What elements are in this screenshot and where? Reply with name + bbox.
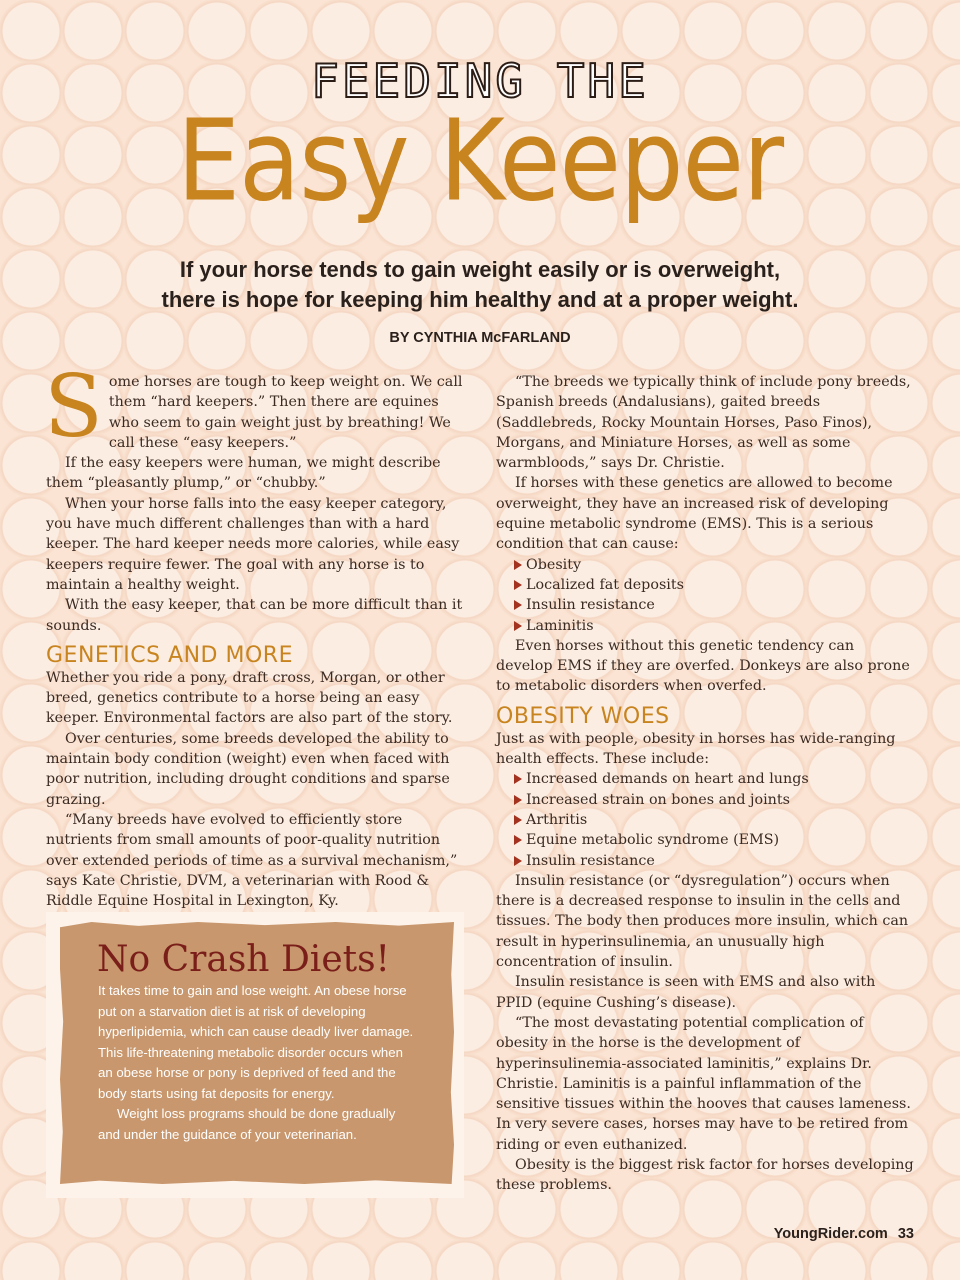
paragraph: Insulin resistance is seen with EMS and also with PPID (equine Cushing’s disease). — [496, 974, 876, 1011]
section-heading-obesity: OBESITY WOES — [496, 703, 670, 729]
paragraph: Just as with people, obesity in horses has wide-ranging health effects. These include: — [496, 730, 896, 768]
paragraph: Even horses without this genetic tendency can develop EMS if they are overfed. Donkeys are also prone to metabolic disorders when overfed. — [496, 637, 910, 695]
bullet-list-ems — [496, 555, 914, 636]
paragraph: When your horse falls into the easy keeper category, you have much different challenges than with a hard keeper. The hard keeper needs more calories, while easy keepers require fewer. The goal with any horse is to maintain a healthy weight. — [46, 495, 460, 593]
page-footer — [774, 1226, 914, 1242]
paragraph: “The most devastating potential complication of obesity in the horse is the development of hyperinsulinemia-associated laminitis,” explains Dr. Christie. Laminitis is a painful inflammation of the sensitive tissues within the hooves that causes lameness. In very severe cases, horses may have to be retired from riding or even euthanized. — [496, 1014, 911, 1153]
deck-line-2: there is hope for keeping him healthy and at a proper weight. — [161, 287, 799, 312]
sidebar-paragraph: Weight loss programs should be done gradually and under the guidance of your veterinarian. — [98, 1106, 396, 1142]
paragraph: “The breeds we typically think of include pony breeds, Spanish breeds (Andalusians), gaited breeds (Saddlebreds, Rocky Mountain Horses, Paso Finos), Morgans, and Miniature Horses, as well as some warmbloods,” says Dr. Christie. — [496, 374, 911, 472]
lead-paragraph: ome horses are tough to keep weight on. We call them “hard keepers.” Then there are equines who seem to gain weight just by breathing! We call these “easy keepers.” — [108, 374, 463, 451]
list-item: Equine metabolic syndrome (EMS) — [512, 830, 914, 850]
sidebar-body — [98, 981, 420, 1145]
paragraph: “Many breeds have evolved to efficiently store nutrients from small amounts of poor-quality nutrition over extended periods of time as a survival mechanism,” says Kate Christie, DVM, a veterinarian with Rood & Riddle Equine Hospital in Lexington, Ky. — [46, 811, 458, 910]
paragraph: Obesity is the biggest risk factor for horses developing these problems. — [496, 1156, 914, 1194]
title-kicker: FEEDING THE — [311, 54, 649, 108]
paragraph: If horses with these genetics are allowed to become overweight, they have an increased risk of developing equine metabolic syndrome (EMS). This is a serious condition that can cause: — [496, 475, 893, 553]
list-item: Insulin resistance — [512, 851, 914, 871]
site-name: YoungRider.com — [773, 1226, 888, 1242]
list-item: Increased strain on bones and joints — [512, 790, 914, 810]
list-item: Insulin resistance — [512, 595, 914, 615]
paragraph: With the easy keeper, that can be more difficult than it sounds. — [46, 597, 463, 634]
deck — [80, 255, 880, 315]
sidebar-title: No Crash Diets! — [97, 939, 391, 980]
paragraph: Over centuries, some breeds developed the ability to maintain body condition (weight) even when faced with poor nutrition, including drought conditions and sparse grazing. — [46, 730, 450, 808]
paragraph: If the easy keepers were human, we might describe them “pleasantly plump,” or “chubby.” — [46, 455, 441, 492]
deck-line-1: If your horse tends to gain weight easily or is overweight, — [179, 257, 781, 282]
list-item: Obesity — [512, 555, 914, 575]
section-heading-genetics: GENETICS AND MORE — [46, 642, 293, 668]
byline: BY CYNTHIA McFARLAND — [389, 330, 571, 346]
page-title: Easy Keeper — [176, 95, 784, 227]
bullet-list-effects — [496, 769, 914, 870]
list-item: Increased demands on heart and lungs — [512, 769, 914, 789]
list-item: Laminitis — [512, 616, 914, 636]
list-item: Arthritis — [512, 810, 914, 830]
sidebar-paragraph: It takes time to gain and lose weight. An obese horse put on a starvation diet is at risk of developing hyperlipidemia, which can cause deadly liver damage. This life-threatening metabolic disorder occurs when an obese horse or pony is deprived of feed and the body starts using fat deposits for energy. — [98, 983, 414, 1101]
list-item: Localized fat deposits — [512, 575, 914, 595]
paragraph: Whether you ride a pony, draft cross, Morgan, or other breed, genetics contribute to a horse being an easy keeper. Environmental factors are also part of the story. — [46, 669, 453, 727]
page-number: 33 — [897, 1226, 914, 1242]
drop-cap: S — [44, 357, 103, 457]
paragraph: Insulin resistance (or “dysregulation”) occurs when there is a decreased response to insulin in the cells and tissues. The body then produces more insulin, which can result in hyperinsulinemia, an unusually high concentration of insulin. — [496, 872, 909, 971]
column-right — [496, 372, 914, 1196]
column-left — [44, 357, 464, 911]
